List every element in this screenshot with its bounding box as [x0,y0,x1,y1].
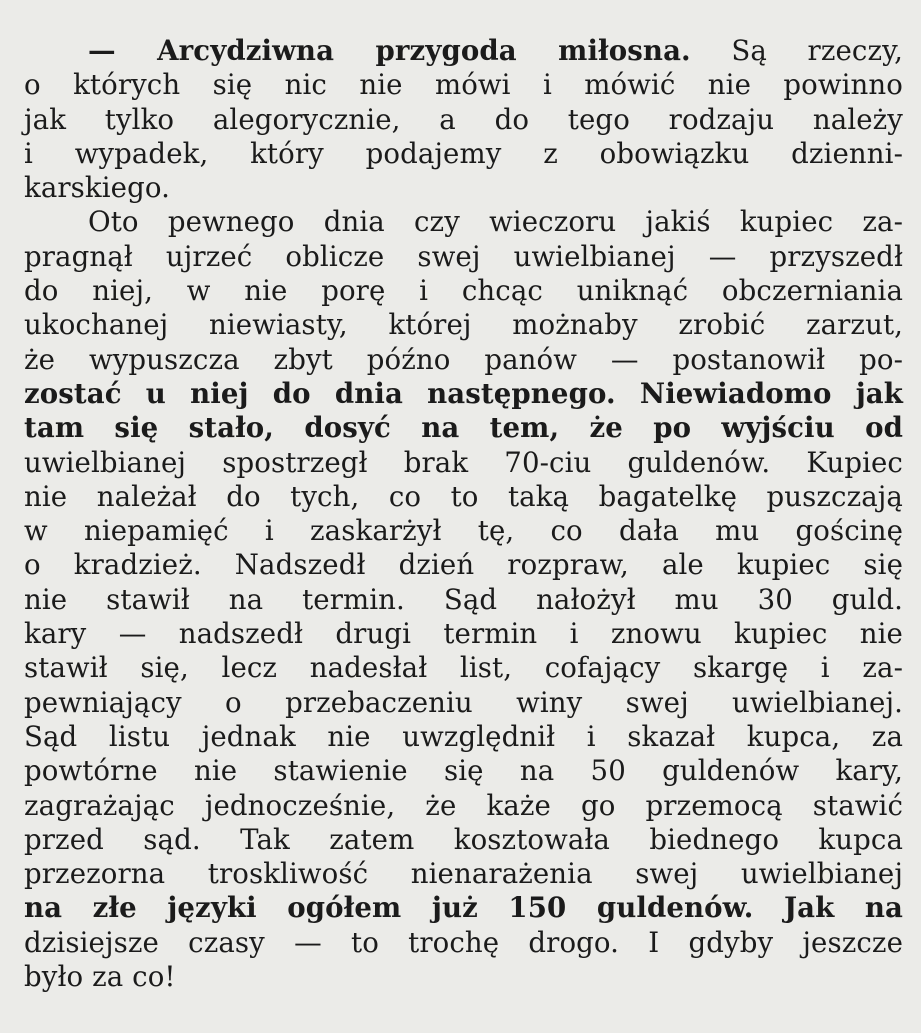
text-line: kary — nadszedł drugi termin i znowu kupiec nie [24,617,903,651]
text-line: zagrażając jednocześnie, że każe go przemocą stawić [24,788,903,822]
text-line: o których się nic nie mówi i mówić nie powinno [24,68,903,102]
paragraph-2 [24,205,903,994]
text-line: pewniający o przebaczeniu winy swej uwielbianej. [24,685,903,719]
text-line: że wypuszcza zbyt późno panów — postanowił po- [24,342,903,376]
paragraph-1 [24,34,903,205]
text-line [24,34,903,68]
text-line: uwielbianej spostrzegł brak 70-ciu guldenów. Kupiec [24,445,903,479]
text-line: ukochanej niewiasty, której możnaby zrobić zarzut, [24,308,903,342]
text-line: o kradzież. Nadszedł dzień rozpraw, ale kupiec się [24,548,903,582]
text-line: przezorna troskliwość nienarażenia swej uwielbianej [24,857,903,891]
text-line: było za co! [24,960,176,994]
text-line: jak tylko alegorycznie, a do tego rodzaju należy [24,102,903,136]
text-line: karskiego. [24,171,170,205]
text-line: Sąd listu jednak nie uwzględnił i skazał kupca, za [24,719,903,753]
text-line: powtórne nie stawienie się na 50 guldenów kary, [24,754,903,788]
headline: — Arcydziwna przygoda miłosna. [88,34,691,67]
text-line: w niepamięć i zaskarżył tę, co dała mu gościnę [24,514,903,548]
text-line: tam się stało, dosyć na tem, że po wyjściu od [24,411,903,445]
text-line: przed sąd. Tak zatem kosztowała biednego kupca [24,822,903,856]
text-line: na złe języki ogółem już 150 guldenów. Jak na [24,891,903,925]
text-line: stawił się, lecz nadesłał list, cofający skargę i za- [24,651,903,685]
text-span: Są rzeczy, [731,34,904,67]
text-line: do niej, w nie porę i chcąc uniknąć obczerniania [24,274,903,308]
text-line: pragnął ujrzeć oblicze swej uwielbianej — przyszedł [24,239,903,273]
text-line: zostać u niej do dnia następnego. Niewiadomo jak [24,376,903,410]
text-line: i wypadek, który podajemy z obowiązku dzienni- [24,136,903,170]
text-line: nie należał do tych, co to taką bagatelkę puszczają [24,479,903,513]
text-line: dzisiejsze czasy — to trochę drogo. I gdyby jeszcze [24,925,903,959]
text-line: Oto pewnego dnia czy wieczoru jakiś kupiec za- [88,205,903,239]
text-line: nie stawił na termin. Sąd nałożył mu 30 guld. [24,582,903,616]
